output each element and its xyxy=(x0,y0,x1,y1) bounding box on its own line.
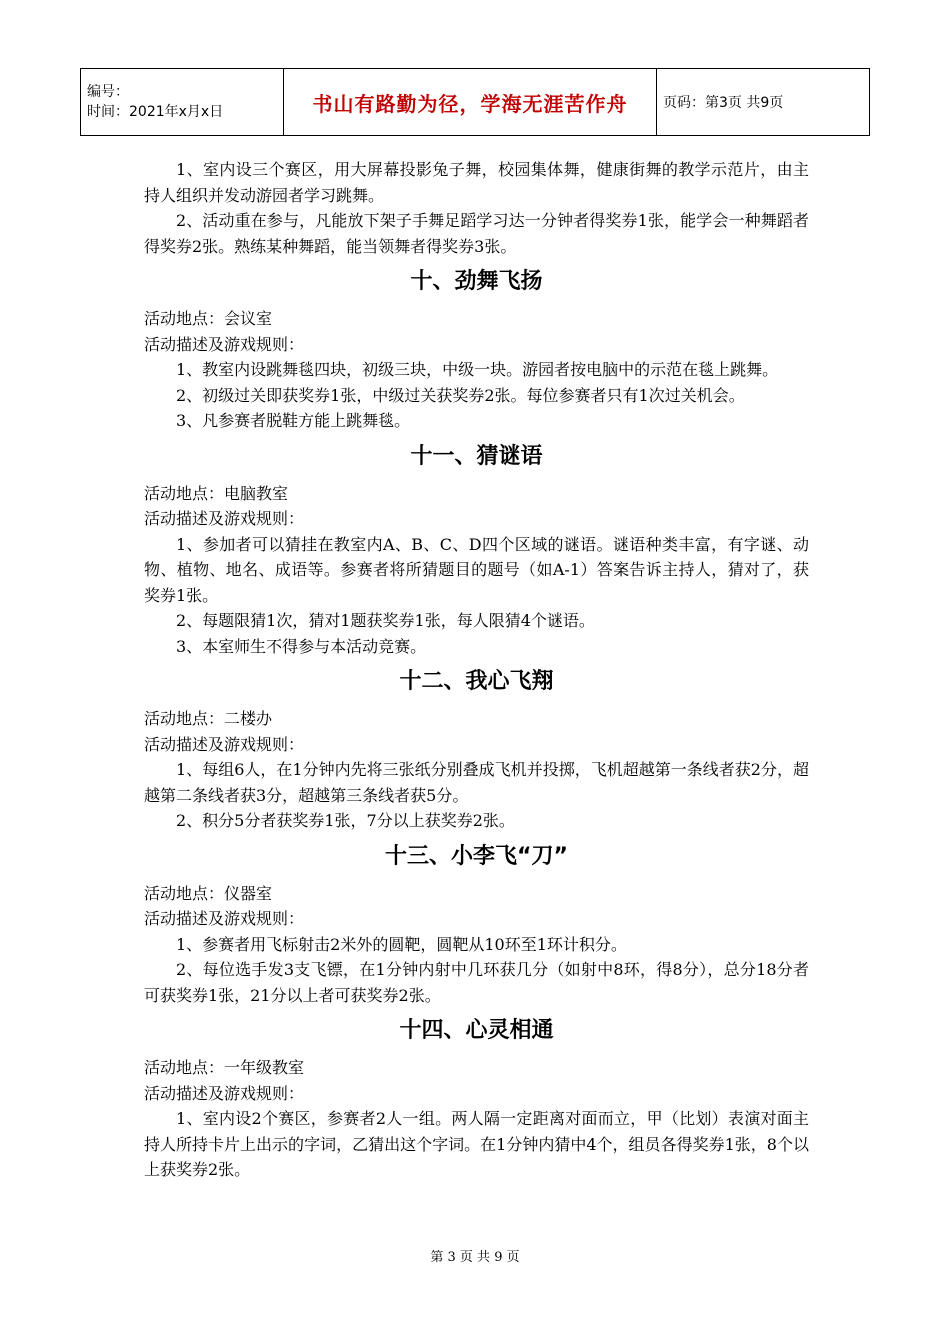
header-motto-cell xyxy=(284,69,657,136)
section-rule-item: 1、教室内设跳舞毯四块，初级三块，中级一块。游园者按电脑中的示范在毯上跳舞。 xyxy=(176,360,779,379)
section-rules-label: 活动描述及游戏规则： xyxy=(144,334,305,354)
header-page-number: 页码：第3页 共9页 xyxy=(663,95,784,111)
section-location: 活动地点：一年级教室 xyxy=(144,1058,305,1077)
header-motto: 书山有路勤为径，学海无涯苦作舟 xyxy=(312,91,628,116)
page-footer xyxy=(0,1246,950,1265)
section-location: 活动地点：仪器室 xyxy=(144,883,273,903)
header-page-cell xyxy=(657,69,870,136)
section-rule-item: 3、凡参赛者脱鞋方能上跳舞毯。 xyxy=(176,411,411,430)
section-rule-item: 2、积分5分者获奖券1张，7分以上获奖券2张。 xyxy=(176,811,515,830)
intro-paragraph-1: 1、室内设三个赛区，用大屏幕投影兔子舞，校园集体舞，健康街舞的教学示范片，由主持人组织并发动游园者学习跳舞。 xyxy=(144,160,809,205)
section-rules-label: 活动描述及游戏规则： xyxy=(144,1083,305,1103)
section-title: 十一、猜谜语 xyxy=(410,443,543,469)
section-location: 活动地点：二楼办 xyxy=(144,709,273,728)
section-rule-item: 3、本室师生不得参与本活动竞赛。 xyxy=(176,636,427,656)
section-rules-label: 活动描述及游戏规则： xyxy=(144,909,305,928)
section-rule-item: 1、室内设2个赛区，参赛者2人一组。两人隔一定距离对面而立，甲（比划）表演对面主持人所持卡片上出示的字词，乙猜出这个字词。在1分钟内猜中4个，组员各得奖券1张，8个以上获奖券2张。 xyxy=(144,1109,809,1179)
section-title: 十三、小李飞“刀” xyxy=(385,843,568,869)
section-title: 十四、心灵相通 xyxy=(399,1018,554,1043)
header-meta xyxy=(81,69,284,136)
intro-paragraph-2: 2、活动重在参与，凡能放下架子手舞足蹈学习达一分钟者得奖券1张，能学会一种舞蹈者得奖券2张。熟练某种舞蹈，能当领舞者得奖券3张。 xyxy=(144,211,809,256)
document-body xyxy=(144,157,809,1183)
section-rule-item: 1、每组6人，在1分钟内先将三张纸分别叠成飞机并投掷，飞机超越第一条线者获2分，超越第二条线者获3分，超越第三条线者获5分。 xyxy=(144,760,809,805)
section-rule-item: 2、每位选手发3支飞镖，在1分钟内射中几环获几分（如射中8环，得8分），总分18分者可获奖券1张，21分以上者可获奖券2张。 xyxy=(144,960,809,1005)
section-location: 活动地点：电脑教室 xyxy=(144,483,289,503)
document-time: 时间：2021年x月x日 xyxy=(87,104,224,120)
section-rule-item: 1、参赛者用飞标射击2米外的圆靶，圆靶从10环至1环计积分。 xyxy=(176,934,627,954)
footer-page-number: 第 3 页 共 9 页 xyxy=(430,1250,520,1265)
section-rule-item: 2、初级过关即获奖券1张，中级过关获奖券2张。每位参赛者只有1次过关机会。 xyxy=(176,385,745,405)
section-location: 活动地点：会议室 xyxy=(144,309,273,328)
section-title: 十二、我心飞翔 xyxy=(399,669,554,694)
section-title: 十、劲舞飞扬 xyxy=(410,269,543,294)
section-rule-item: 2、每题限猜1次，猜对1题获奖券1张，每人限猜4个谜语。 xyxy=(176,611,595,630)
page-header xyxy=(80,68,870,136)
section-rule-item: 1、参加者可以猜挂在教室内A、B、C、D四个区域的谜语。谜语种类丰富，有字谜、动物、植物、地名、成语等。参赛者将所猜题目的题号（如A-1）答案告诉主持人，猜对了，获奖券1张。 xyxy=(144,534,809,605)
section-rules-label: 活动描述及游戏规则： xyxy=(144,509,305,528)
section-rules-label: 活动描述及游戏规则： xyxy=(144,734,305,754)
document-number: 编号： xyxy=(87,84,129,100)
